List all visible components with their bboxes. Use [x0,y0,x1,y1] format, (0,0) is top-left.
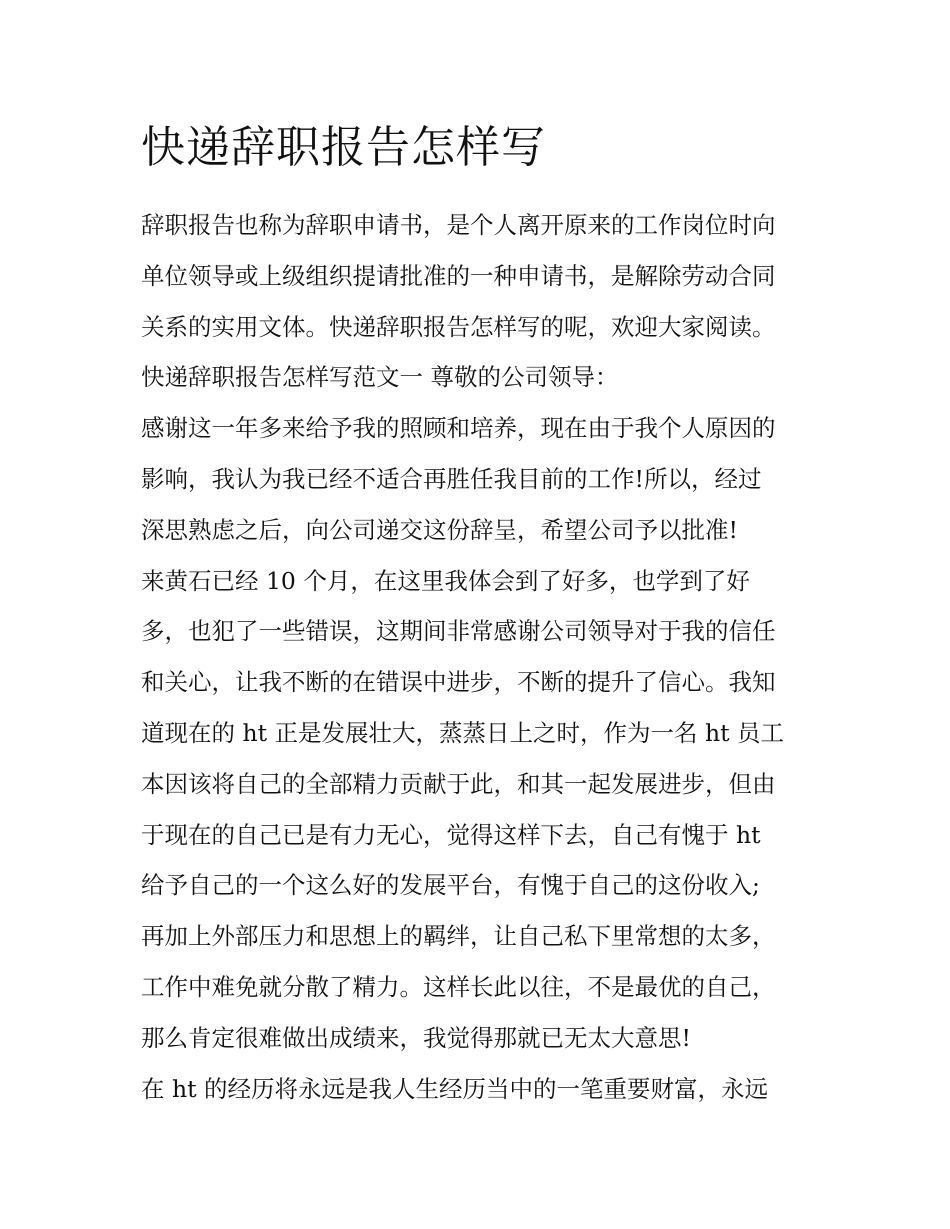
body-line: 再加上外部压力和思想上的羁绊，让自己私下里常想的太多， [141,922,776,951]
body-line: 给予自己的一个这么好的发展平台，有愧于自己的这份收入; [141,871,760,900]
body-line: 影响，我认为我已经不适合再胜任我目前的工作!所以，经过 [141,464,762,493]
body-line: 在 ht 的经历将永远是我人生经历当中的一笔重要财富，永远 [141,1074,769,1103]
body-line: 感谢这一年多来给予我的照顾和培养，现在由于我个人原因的 [141,414,776,443]
body-line: 本因该将自己的全部精力贡献于此，和其一起发展进步，但由 [141,769,776,798]
body-line: 那么肯定很难做出成绩来，我觉得那就已无太大意思! [141,1023,691,1052]
body-line: 多，也犯了一些错误，这期间非常感谢公司领导对于我的信任 [141,617,776,646]
body-line: 深思熟虑之后，向公司递交这份辞呈，希望公司予以批准! [141,515,738,544]
body-line: 快递辞职报告怎样写范文一 尊敬的公司领导： [141,363,619,392]
body-line: 单位领导或上级组织提请批准的一种申请书，是解除劳动合同 [141,261,776,290]
body-line: 道现在的 ht 正是发展壮大，蒸蒸日上之时，作为一名 ht 员工 [141,718,785,747]
document-title: 快递辞职报告怎样写 [141,122,546,173]
body-line: 关系的实用文体。快递辞职报告怎样写的呢，欢迎大家阅读。 [141,312,776,341]
body-line: 工作中难免就分散了精力。这样长此以往，不是最优的自己， [141,972,776,1001]
body-line: 辞职报告也称为辞职申请书，是个人离开原来的工作岗位时向 [141,211,776,239]
body-line: 于现在的自己已是有力无心，觉得这样下去，自己有愧于 ht [141,820,761,849]
body-line: 来黄石已经 10 个月，在这里我体会到了好多，也学到了好 [141,566,750,595]
body-line: 和关心，让我不断的在错误中进步，不断的提升了信心。我知 [141,668,776,697]
document-body [141,200,821,1114]
